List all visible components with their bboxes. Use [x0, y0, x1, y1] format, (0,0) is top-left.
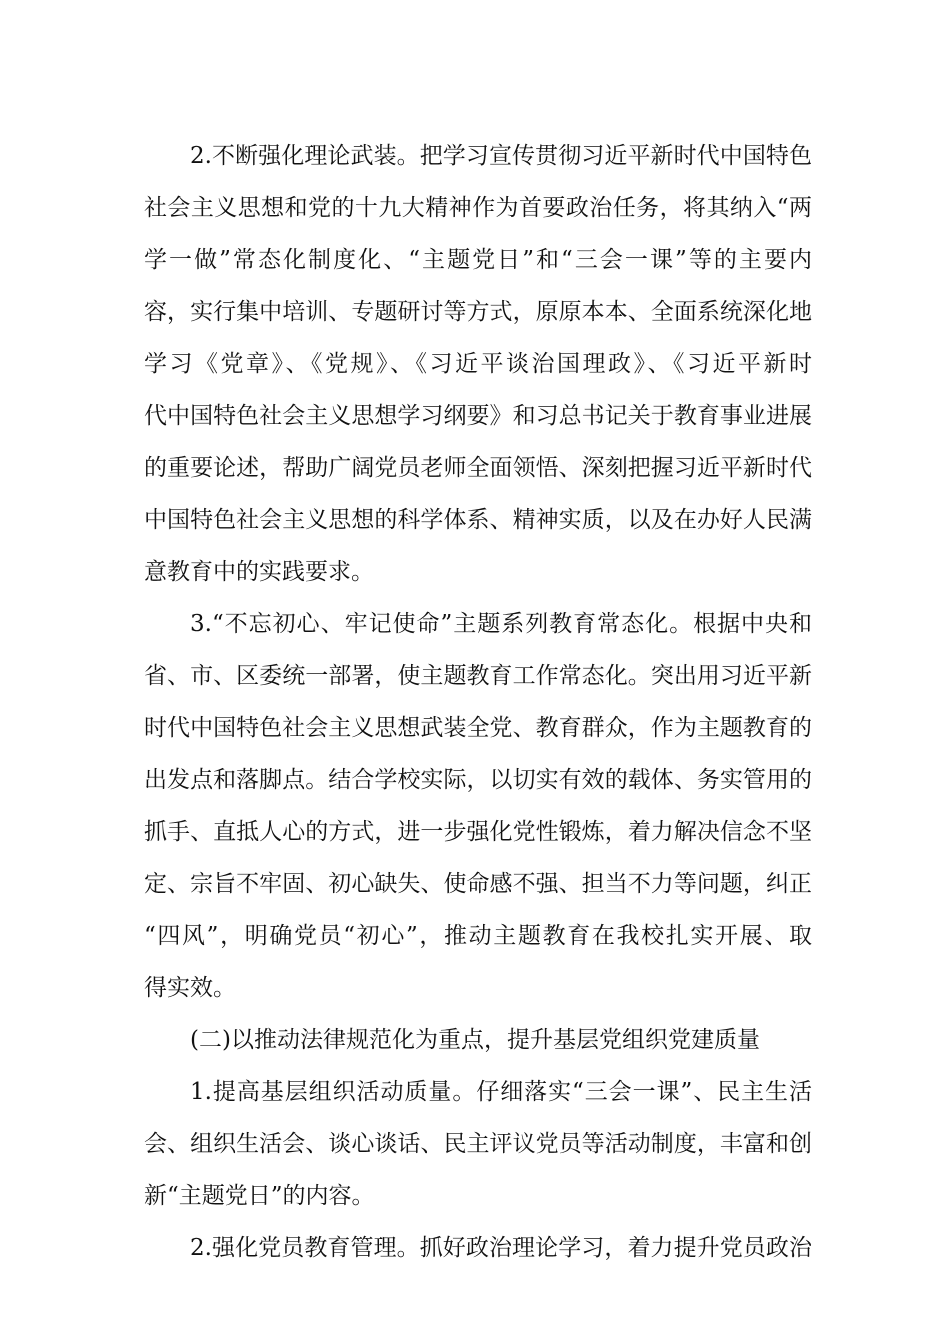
- text-line: 的重要论述，帮助广阔党员老师全面领悟、深刻把握习近平新时代: [144, 455, 812, 481]
- text-line: 2.强化党员教育管理。抓好政治理论学习，着力提升党员政治: [190, 1235, 812, 1261]
- section-heading: (二)以推动法律规范化为重点，提升基层党组织党建质量: [190, 1027, 760, 1053]
- paragraph-theory-study: [144, 130, 812, 598]
- text-line: 学习《党章》、《党规》、《习近平谈治国理政》、《习近平新时: [144, 351, 812, 377]
- text-line: 抓手、直抵人心的方式，进一步强化党性锻炼，着力解决信念不坚: [144, 819, 812, 845]
- paragraph-theme-education: [144, 598, 812, 1014]
- text-line: 1.提高基层组织活动质量。仔细落实“三会一课”、民主生活: [190, 1079, 812, 1105]
- text-line: 2.不断强化理论武装。把学习宣传贯彻习近平新时代中国特色: [190, 143, 812, 169]
- text-line: 意教育中的实践要求。: [144, 559, 374, 585]
- text-line: 省、市、区委统一部署，使主题教育工作常态化。突出用习近平新: [144, 663, 812, 689]
- text-line: 学一做”常态化制度化、“主题党日”和“三会一课”等的主要内: [144, 247, 812, 273]
- text-line: 出发点和落脚点。结合学校实际，以切实有效的载体、务实管用的: [144, 767, 812, 793]
- document-body: [144, 130, 812, 1274]
- text-line: 中国特色社会主义思想的科学体系、精神实质，以及在办好人民满: [144, 507, 812, 533]
- paragraph-member-education: [144, 1222, 812, 1274]
- text-line: 社会主义思想和党的十九大精神作为首要政治任务，将其纳入“两: [144, 195, 812, 221]
- text-line: 新“主题党日”的内容。: [144, 1183, 375, 1209]
- text-line: 得实效。: [144, 975, 236, 1001]
- text-line: “四风”，明确党员“初心”，推动主题教育在我校扎实开展、取: [144, 923, 812, 949]
- text-line: 定、宗旨不牢固、初心缺失、使命感不强、担当不力等问题，纠正: [144, 871, 812, 897]
- text-line: 时代中国特色社会主义思想武装全党、教育群众，作为主题教育的: [144, 715, 812, 741]
- paragraph-organization-activities: [144, 1066, 812, 1222]
- text-line: 容，实行集中培训、专题研讨等方式，原原本本、全面系统深化地: [144, 299, 812, 325]
- text-line: 代中国特色社会主义思想学习纲要》和习总书记关于教育事业进展: [144, 403, 812, 429]
- text-line: 3.“不忘初心、牢记使命”主题系列教育常态化。根据中央和: [190, 611, 812, 637]
- section-heading-party-building-quality: [144, 1014, 812, 1066]
- text-line: 会、组织生活会、谈心谈话、民主评议党员等活动制度，丰富和创: [144, 1131, 812, 1157]
